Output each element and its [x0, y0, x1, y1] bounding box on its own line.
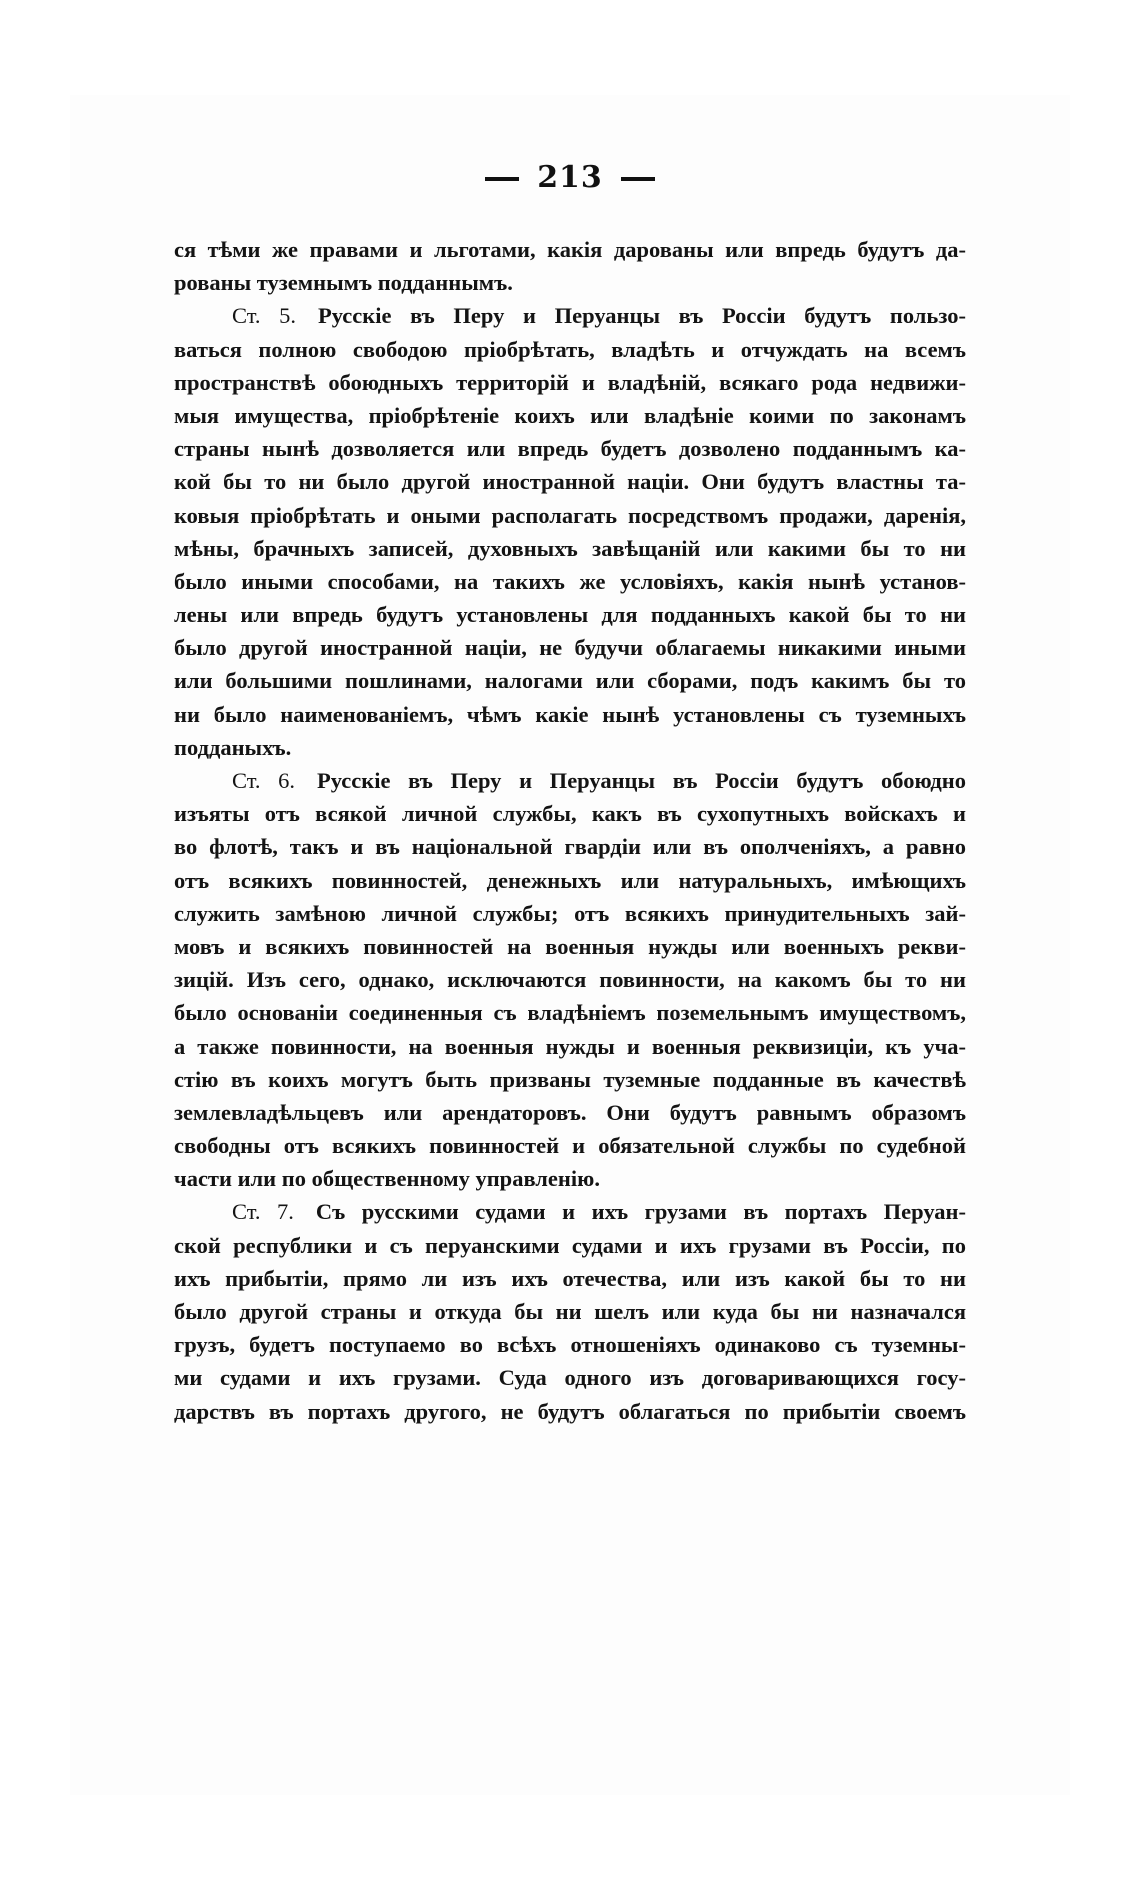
text-line: грузъ, будетъ поступаемо во всѣхъ отношеніяхъ одинаково съ туземны- — [174, 1332, 966, 1358]
text-line — [174, 299, 966, 332]
text-line: зицій. Изъ сего, однако, исключаются повинности, на какомъ бы то ни — [174, 967, 966, 993]
text-line: было другой иностранной націи, не будучи облагаемы никакими иными — [174, 635, 966, 661]
left-dash — [485, 177, 519, 181]
text-line: мѣны, брачныхъ записей, духовныхъ завѣщаній или какими бы то ни — [174, 535, 966, 561]
text-line: мыя имущества, пріобрѣтеніе коихъ или владѣніе коими по законамъ — [174, 402, 966, 428]
text-line: страны нынѣ дозволяется или впредь будетъ дозволено подданнымъ ка- — [174, 436, 966, 462]
text-line: было другой страны и откуда бы ни шелъ или куда бы ни назначался — [174, 1299, 966, 1324]
text-line: лены или впредь будутъ установлены для подданныхъ какой бы то ни — [174, 602, 966, 628]
text-line: ся тѣми же правами и льготами, какія дарованы или впредь будутъ да- — [174, 237, 966, 262]
text-line: стію въ коихъ могутъ быть призваны туземные подданные въ качествѣ — [174, 1066, 966, 1092]
text-line: служить замѣною личной службы; отъ всякихъ принудительныхъ зай- — [174, 900, 966, 926]
article-label: Ст. 5. — [232, 303, 296, 329]
text-line: мовъ и всякихъ повинностей на военныя нужды или военныхъ рекви- — [174, 933, 966, 959]
text-line: ми судами и ихъ грузами. Суда одного изъ договаривающихся госу- — [174, 1365, 966, 1391]
text-line — [174, 1195, 966, 1228]
text-line: ваться полною свободою пріобрѣтать, владѣть и отчуждать на всемъ — [174, 336, 966, 362]
text-line: пространствѣ обоюдныхъ территорій и владѣній, всякаго рода недвижи- — [174, 369, 966, 395]
text-line: рованы туземнымъ подданнымъ. — [174, 270, 513, 296]
text-line: подданыхъ. — [174, 734, 292, 760]
right-dash — [621, 177, 655, 181]
text-line: было иными способами, на такихъ же условіяхъ, какія нынѣ установ- — [174, 568, 966, 594]
body-text — [174, 233, 966, 1428]
text-line: во флотѣ, такъ и въ національной гвардіи или въ ополченіяхъ, а равно — [174, 834, 966, 860]
text-line: ской республики и съ перуанскими судами и ихъ грузами въ Россіи, по — [174, 1232, 966, 1258]
text-line: а также повинности, на военныя нужды и военныя реквизиціи, къ уча- — [174, 1033, 966, 1059]
text-line-content: Русскіе въ Перу и Перуанцы въ Россіи будутъ пользо- — [317, 303, 966, 329]
text-line: ковыя пріобрѣтать и оными располагать посредствомъ продажи, даренія, — [174, 502, 966, 528]
article-label: Ст. 6. — [232, 768, 295, 793]
text-line: или большими пошлинами, налогами или сборами, подъ какимъ бы то — [174, 668, 966, 694]
text-line: кой бы то ни было другой иностранной націи. Они будутъ властны та- — [174, 469, 966, 495]
text-line: ихъ прибытіи, прямо ли изъ ихъ отечества, или изъ какой бы то ни — [174, 1265, 966, 1291]
text-line-content: Съ русскими судами и ихъ грузами въ портахъ Перуан- — [315, 1199, 966, 1225]
article-label: Ст. 7. — [232, 1199, 294, 1225]
text-line — [174, 764, 966, 797]
text-line: части или по общественному управленію. — [174, 1166, 600, 1192]
text-line: было основаніи соединенныя съ владѣніемъ поземельнымъ имуществомъ, — [174, 1000, 966, 1026]
text-line: свободны отъ всякихъ повинностей и обязательной службы по судебной — [174, 1133, 966, 1159]
text-line: отъ всякихъ повинностей, денежныхъ или натуральныхъ, имѣющихъ — [174, 867, 966, 893]
page-number-header — [0, 160, 1140, 195]
text-line: ни было наименованіемъ, чѣмъ какіе нынѣ установлены съ туземныхъ — [174, 701, 966, 727]
text-line: дарствъ въ портахъ другого, не будутъ облагаться по прибытіи своемъ — [174, 1398, 966, 1424]
page-number: 213 — [537, 160, 603, 195]
text-line: изъяты отъ всякой личной службы, какъ въ сухопутныхъ войскахъ и — [174, 801, 966, 827]
text-line: землевладѣльцевъ или арендаторовъ. Они будутъ равнымъ образомъ — [174, 1099, 966, 1125]
text-line-content: Русскіе въ Перу и Перуанцы въ Россіи будутъ обоюдно — [317, 768, 966, 793]
